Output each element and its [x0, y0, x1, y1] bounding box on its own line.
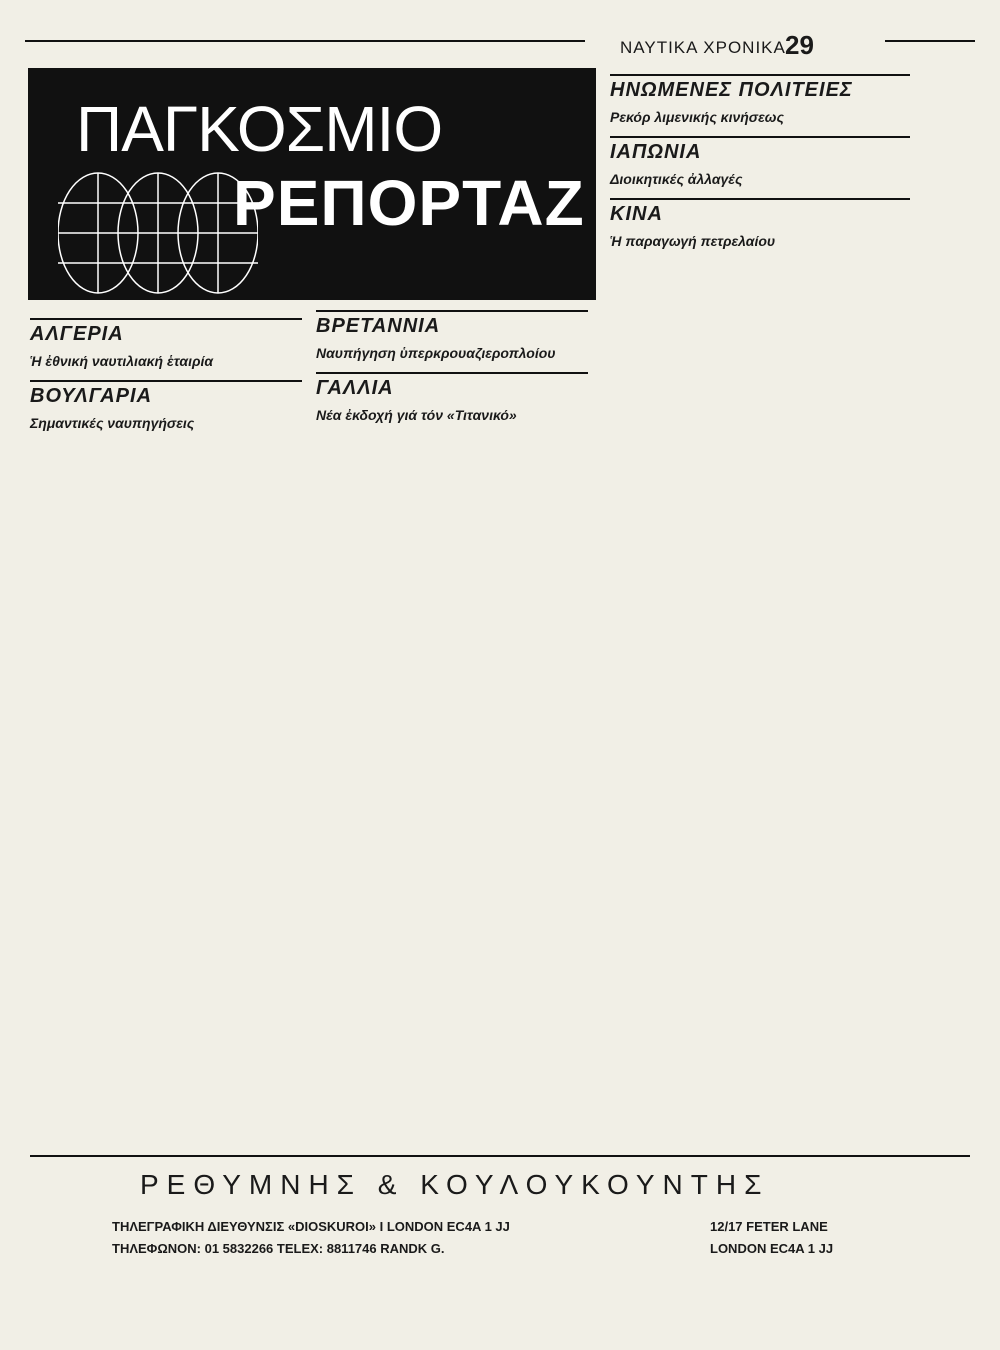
column-left [30, 308, 302, 438]
section-title-britain: ΒΡΕΤΑΝΝΙΑ [316, 310, 588, 339]
section-title-usa: ΗΝΩΜΕΝΕΣ ΠΟΛΙΤΕΙΕΣ [610, 74, 910, 103]
telegraph-address: ΤΗΛΕΓΡΑΦΙΚΗ ΔΙΕΥΘΥΝΣΙΣ «DIOSKUROI» I LONDON EC4A 1 JJ [112, 1219, 510, 1234]
banner-title-line1: ΠΑΓΚΟΣΜΙΟ [76, 93, 443, 165]
magazine-title: ΝΑΥΤΙΚΑ ΧΡΟΝΙΚΑ [620, 38, 786, 57]
section-title-china: ΚΙΝΑ [610, 198, 910, 227]
column-right [610, 64, 910, 256]
subhead-britain: Ναυπήγηση ὑπερκρουαζιεροπλοίου [316, 345, 556, 361]
section-title-bulgaria: ΒΟΥΛΓΑΡΙΑ [30, 380, 302, 409]
banner-title-line2: ΡΕΠΟΡΤΑΖ [233, 167, 585, 239]
subhead-bulgaria: Σημαντικές ναυπηγήσεις [30, 415, 195, 431]
subhead-france: Νέα ἐκδοχή γιά τόν «Τιτανικό» [316, 407, 517, 423]
column-middle [316, 300, 588, 430]
section-title-algeria: ΑΛΓΕΡΙΑ [30, 318, 302, 347]
subhead-japan: Διοικητικές ἀλλαγές [610, 171, 743, 187]
advertisement-footer [30, 1155, 970, 1307]
phone-telex: ΤΗΛΕΦΩΝΟΝ: 01 5832266 TELEX: 8811746 RANDK G. [112, 1241, 445, 1256]
subhead-algeria: Ἡ ἐθνική ναυτιλιακή ἑταιρία [30, 353, 214, 369]
section-title-france: ΓΑΛΛΙΑ [316, 372, 588, 401]
masthead-rule-left [25, 40, 585, 42]
subhead-usa: Ρεκόρ λιμενικής κινήσεως [610, 109, 784, 125]
masthead [25, 30, 975, 60]
street-address: 12/17 FETER LANE [710, 1219, 828, 1234]
subhead-china: Ἡ παραγωγή πετρελαίου [610, 233, 776, 249]
globe-map-icon [58, 168, 258, 298]
masthead-rule-right [885, 40, 975, 42]
firm-name: ΡΕΘΥΜΝΗΣ & ΚΟΥΛΟΥΚΟΥΝΤΗΣ [140, 1169, 770, 1200]
section-title-japan: ΙΑΠΩΝΙΑ [610, 136, 910, 165]
city-address: LONDON EC4A 1 JJ [710, 1241, 834, 1256]
section-banner [28, 68, 596, 300]
page-number: 29 [785, 30, 814, 60]
